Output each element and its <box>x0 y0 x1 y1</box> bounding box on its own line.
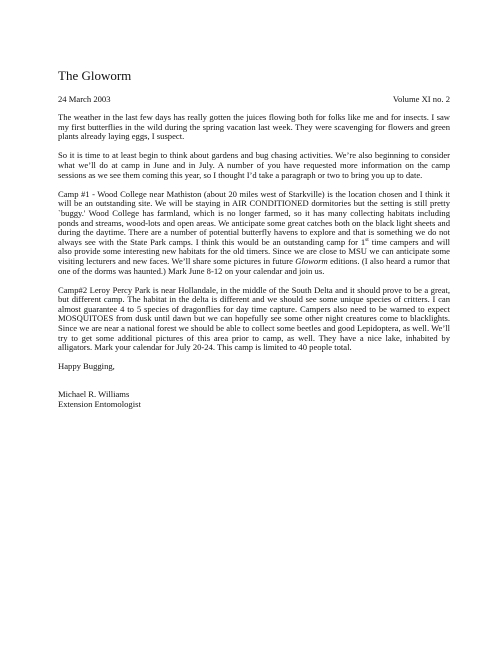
issue-volume: Volume XI no. 2 <box>392 94 450 104</box>
camp-1-text-c: editions. (I also heard a rumor that one of the dorms was haunted.) Mark June 8-12 on your calendar and join us. <box>58 255 450 276</box>
ordinal-superscript: st <box>365 236 369 243</box>
newsletter-title: The Gloworm <box>58 68 132 83</box>
dateline <box>58 94 450 104</box>
signature-position: Extension Entomologist <box>58 398 141 409</box>
paragraph-intro: The weather in the last few days has really gotten the juices flowing both for folks like me and for insects. I saw my first butterflies in the wild during the spring vacation last week. They were scavenging for flowers and green plants already laying eggs, I suspect. <box>58 112 450 142</box>
closing-salutation: Happy Bugging, <box>58 361 115 372</box>
gloworm-italic: Gloworm <box>295 255 328 266</box>
paragraph-camp-1 <box>58 190 450 276</box>
issue-date: 24 March 2003 <box>58 94 111 104</box>
newsletter-page <box>58 68 450 409</box>
paragraph-camp-2: Camp#2 Leroy Percy Park is near Hollandale, in the middle of the South Delta and it should prove to be a great, but different camp. The habitat in the delta is different and we should see some unique species of critters. I can almost guarantee 4 to 5 species of dragonflies for day time capture. Campers also need to be warned to expect MOSQUITOES from dusk until dawn but we can hopefully see some other night creatures come to blacklights. Since we are near a national forest we should be able to collect some beetles and good Lepidoptera, as well. We’ll try to get some additional pictures of this area prior to camp, as well. They have a nice lake, inhabited by alligators. Mark your calendar for July 20-24. This camp is limited to 40 people total. <box>58 284 450 353</box>
signature-name: Michael R. Williams <box>58 389 130 400</box>
paragraph-gardens: So it is time to at least begin to think about gardens and bug chasing activities. We’re also beginning to consider what we’ll do at camp in June and in July. A number of you have requested more information on the camp sessions as we see them coming this year, so I thought I’d take a paragraph or two to bring you up to date. <box>58 150 450 180</box>
camp-1-text-a: Camp #1 - Wood College near Mathiston (about 20 miles west of Starkville) is the location chosen and I think it will be an outstanding site. We will be staying in AIR CONDITIONED dormitories but the setting is still pretty `buggy.' Wood College has farmland, which is no longer farmed, so it has many collecting habitats including ponds and streams, wood-lots and open areas. We anticipate some great catches both on the black light sheets and during the daytime. There are a number of potential butterfly havens to explore and that is something we do not always see with the State Park camps. I think this would be an outstanding camp for 1 <box>58 188 450 247</box>
camp-1-text-b: time campers and will also provide some interesting new habitats for the old timers. Since we are close to MSU we can anticipate some visiting lecturers and new faces. We’ll share some pictures in future <box>58 236 450 266</box>
